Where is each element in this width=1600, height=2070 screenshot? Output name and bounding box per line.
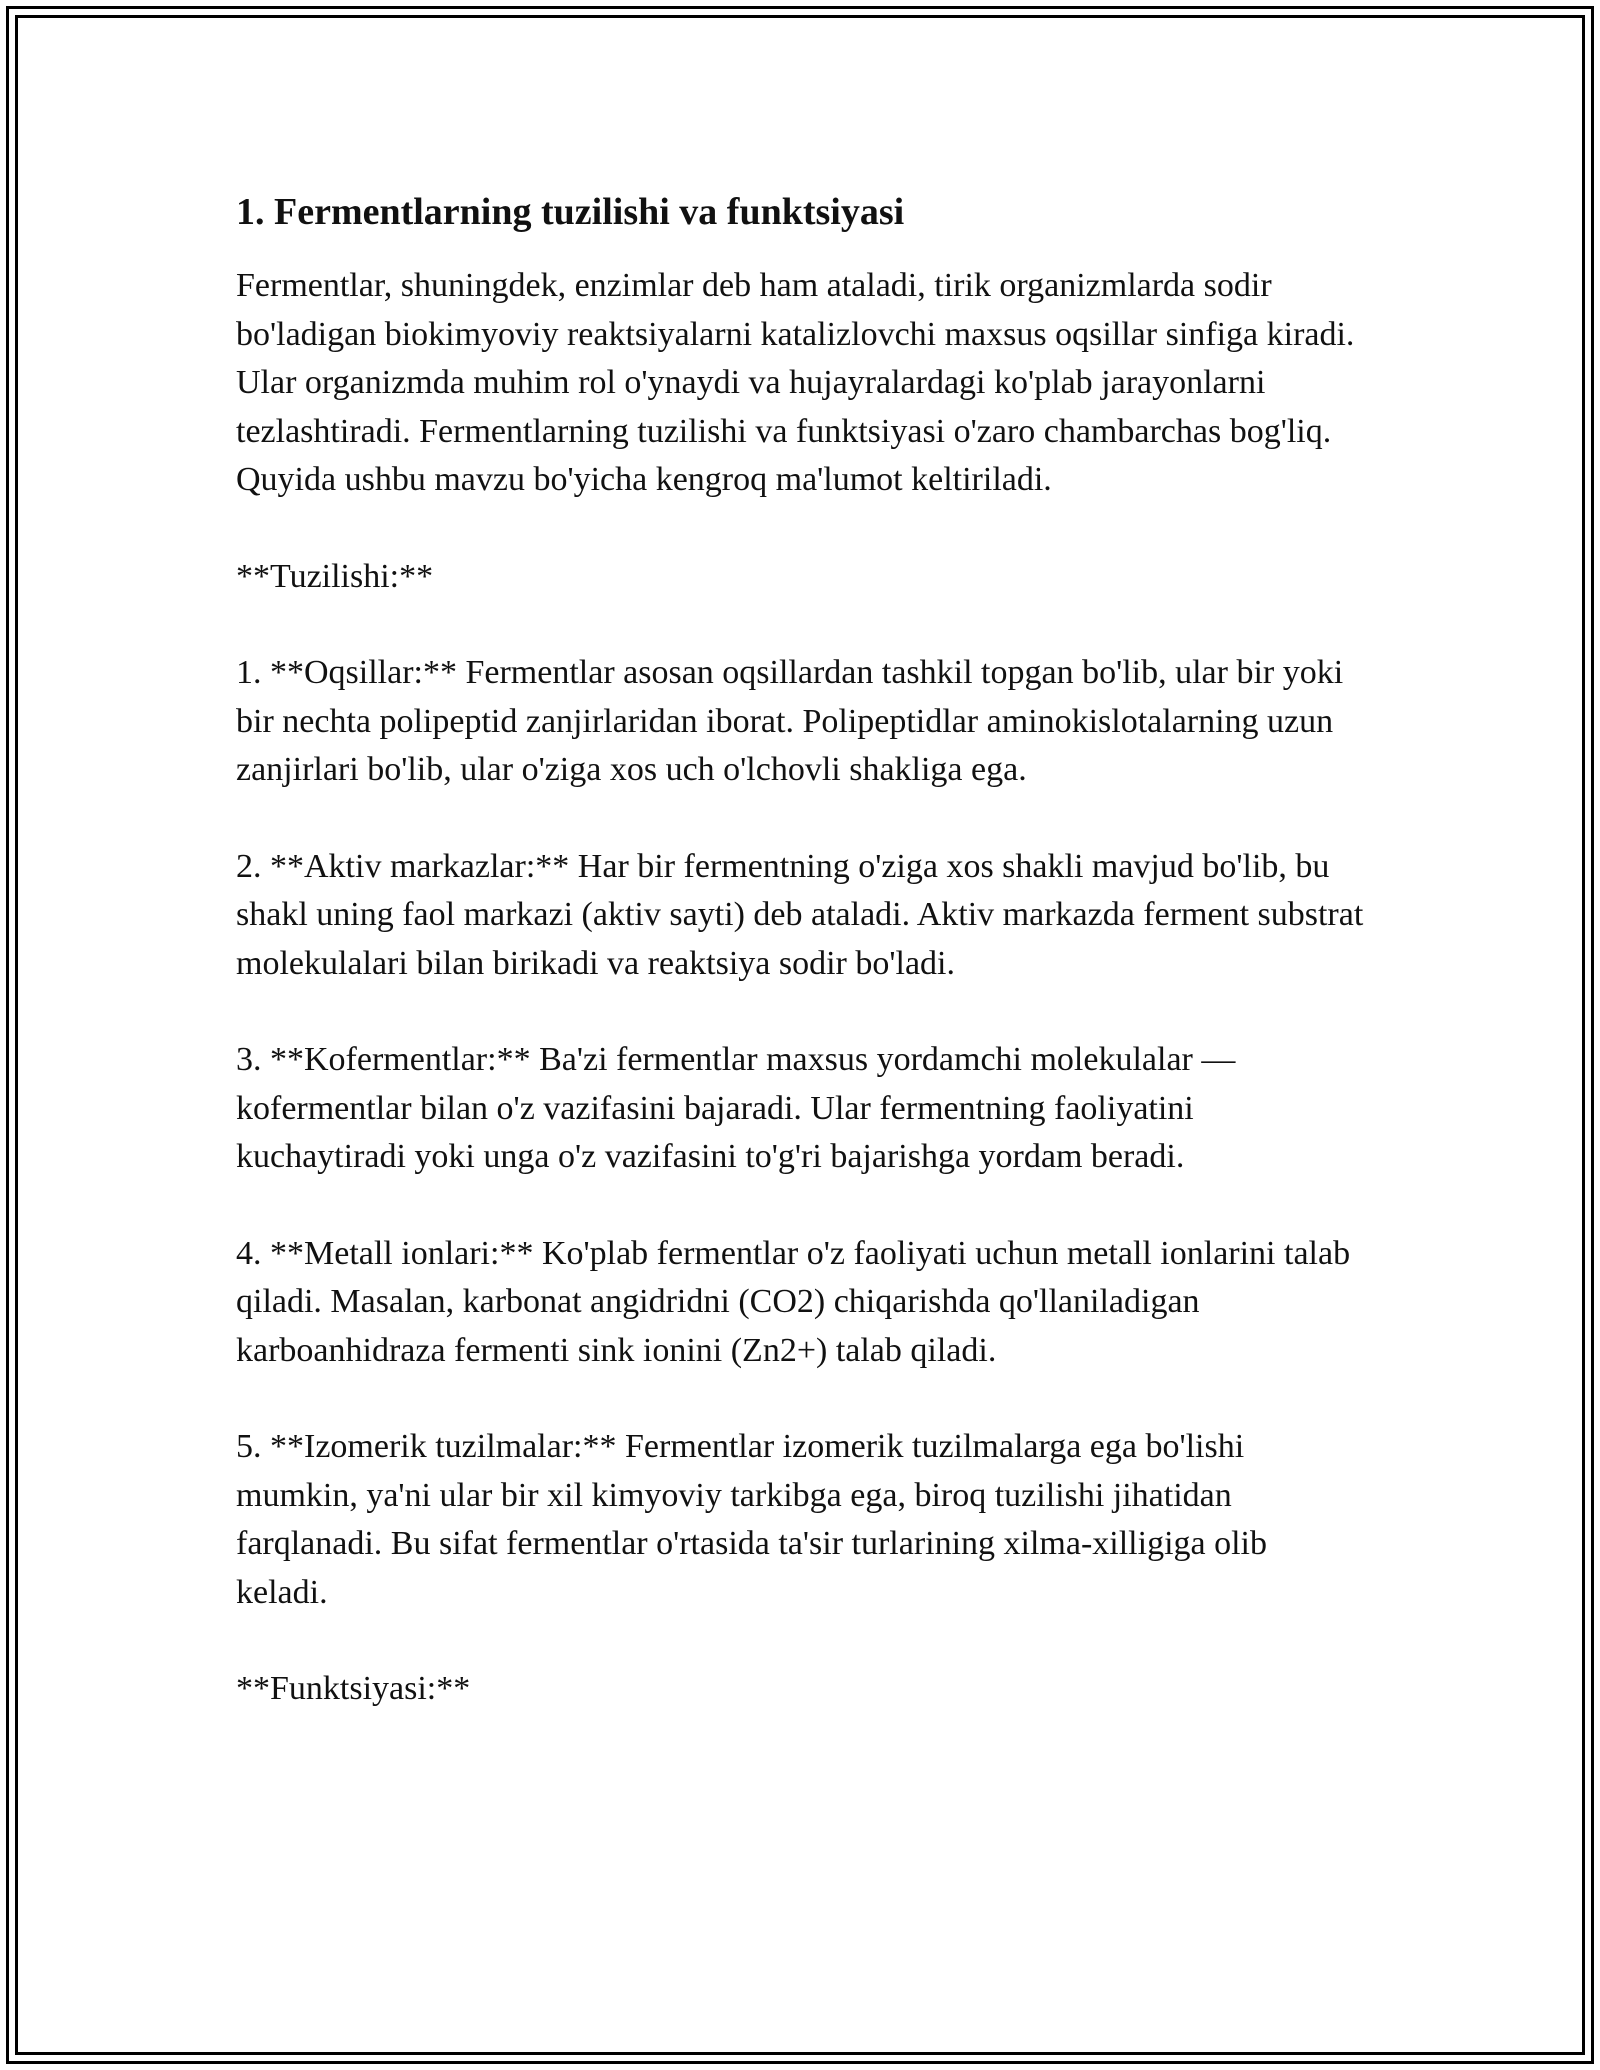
list-item: 1. **Oqsillar:** Fermentlar asosan oqsillardan tashkil topgan bo'lib, ular bir yoki bir nechta polipeptid zanjirlaridan iborat. Polipeptidlar aminokislotalarning uzun zanjirlari bo'lib, ular o'ziga xos uch o'lchovli shakliga ega. <box>236 654 1344 788</box>
list-item: 4. **Metall ionlari:** Ko'plab fermentlar o'z faoliyati uchun metall ionlarini talab qiladi. Masalan, karbonat angidridni (CO2) chiqarishda qo'llaniladigan karboanhidraza fermenti sink ionini (Zn2+) talab qiladi. <box>236 1234 1351 1369</box>
list-item: 5. **Izomerik tuzilmalar:** Fermentlar izomerik tuzilmalarga ega bo'lishi mumkin, ya'ni ular bir xil kimyoviy tarkibga ega, biroq tuzilishi jihatidan farqlanadi. Bu sifat fermentlar o'rtasida ta'sir turlarining xilma-xilligiga olib keladi. <box>236 1428 1268 1611</box>
function-heading: **Funktsiyasi:** <box>236 1670 471 1707</box>
structure-heading: **Tuzilishi:** <box>236 557 434 595</box>
list-item: 2. **Aktiv markazlar:** Har bir fermentning o'ziga xos shakli mavjud bo'lib, bu shakl uning faol markazi (aktiv sayti) deb ataladi. Aktiv markazda ferment substrat molekulalari bilan birikadi va reaktsiya sodir bo'ladi. <box>236 847 1364 982</box>
section-heading: 1. Fermentlarning tuzilishi va funktsiyasi <box>236 191 905 233</box>
intro-paragraph: Fermentlar, shuningdek, enzimlar deb ham ataladi, tirik organizmlarda sodir bo'ladigan biokimyoviy reaktsiyalarni katalizlovchi maxsus oqsillar sinfiga kiradi. Ular organizmda muhim rol o'ynaydi va hujayralardagi ko'plab jarayonlarni tezlashtiradi. Fermentlarning tuzilishi va funktsiyasi o'zaro chambarchas bog'liq. Quyida ushbu mavzu bo'yicha kengroq ma'lumot keltiriladi. <box>236 267 1355 498</box>
list-item: 3. **Kofermentlar:** Ba'zi fermentlar maxsus yordamchi molekulalar — kofermentlar bilan o'z vazifasini bajaradi. Ular fermentning faoliyatini kuchaytiradi yoki unga o'z vazifasini to'g'ri bajarishga yordam beradi. <box>236 1041 1236 1175</box>
document-body <box>236 184 1366 1762</box>
